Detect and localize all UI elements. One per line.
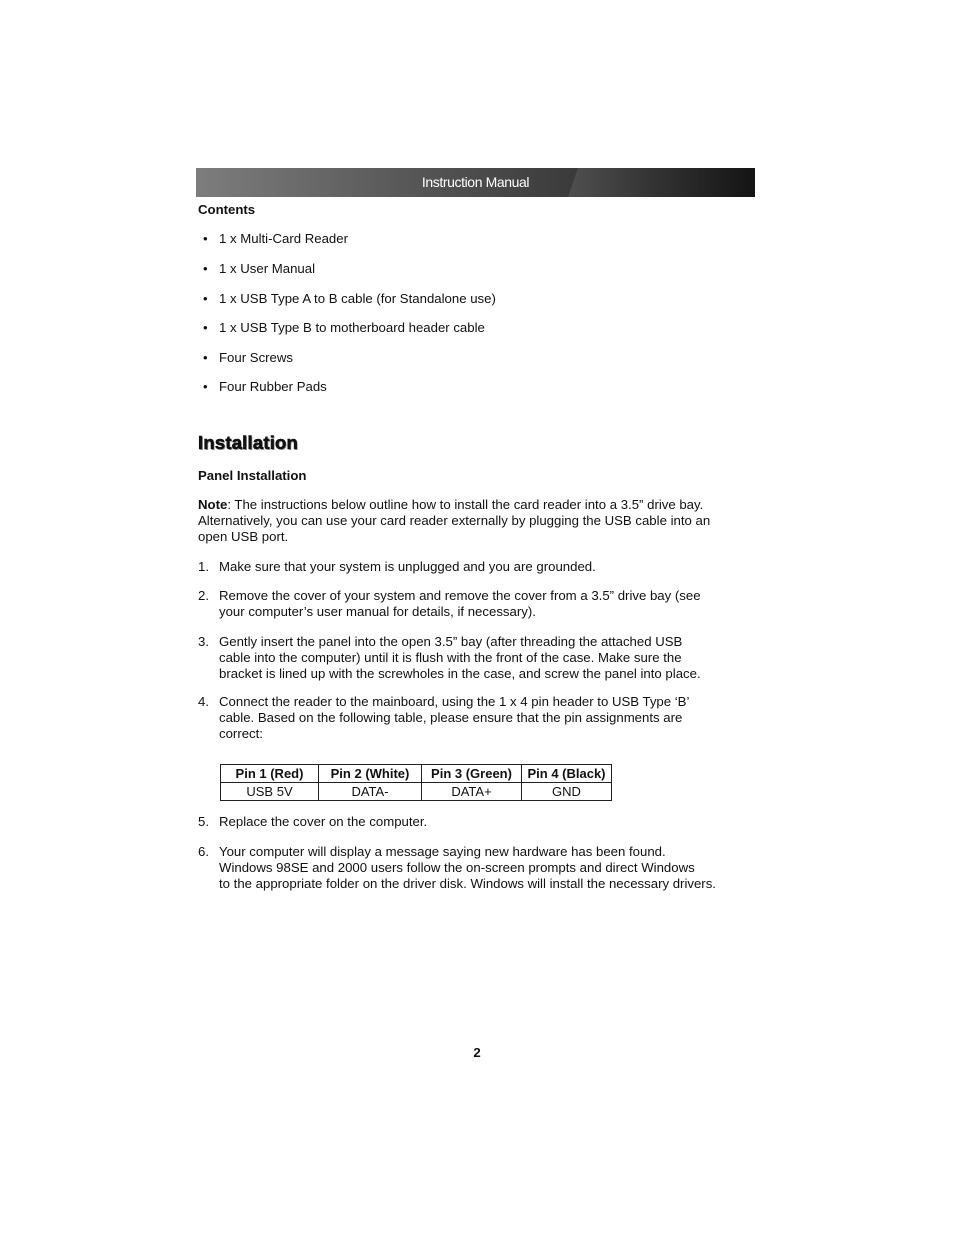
step-5: 5. Replace the cover on the computer. (198, 814, 428, 829)
pin-assignment-table (220, 764, 612, 801)
list-item: • 1 x Multi-Card Reader (203, 231, 348, 246)
page-number: 2 (473, 1045, 481, 1060)
contents-heading: Contents (198, 202, 256, 217)
table-cell: USB 5V (221, 783, 319, 801)
header-title: Instruction Manual (421, 174, 530, 190)
note-label: Note (198, 497, 228, 512)
step-6: 6. Your computer will display a message saying new hardware has been found. Windows 98SE and 2000 users follow the on-screen prompts and direct Windows to the appropriate folder on the driver disk. Windows will install the necessary drivers. (198, 844, 716, 891)
table-header-row (221, 765, 612, 783)
table-header-cell: Pin 4 (Black) (522, 765, 612, 783)
table-row (221, 783, 612, 801)
step-1: 1. Make sure that your system is unplugged and you are grounded. (198, 559, 596, 574)
table-cell: DATA- (319, 783, 422, 801)
step-2: 2. Remove the cover of your system and remove the cover from a 3.5” drive bay (see your computer’s user manual for details, if necessary). (198, 588, 701, 619)
list-item: • 1 x User Manual (203, 261, 316, 276)
list-item: • Four Rubber Pads (203, 379, 327, 394)
list-item: • Four Screws (203, 350, 294, 365)
list-item: • 1 x USB Type A to B cable (for Standalone use) (203, 291, 496, 306)
panel-installation-heading: Panel Installation (198, 468, 307, 483)
header-bar (196, 168, 755, 197)
table-header-cell: Pin 3 (Green) (422, 765, 522, 783)
step-3: 3. Gently insert the panel into the open 3.5” bay (after threading the attached USB cable into the computer) until it is flush with the front of the case. Make sure the bracket is lined up with the screwholes in the case, and screw the panel into place. (198, 634, 701, 681)
step-4: 4. Connect the reader to the mainboard, using the 1 x 4 pin header to USB Type ‘B’ cable. Based on the following table, please ensure that the pin assignments are correct: (198, 694, 690, 741)
table-header-cell: Pin 1 (Red) (221, 765, 319, 783)
table-cell: GND (522, 783, 612, 801)
installation-title: Installation (198, 432, 299, 453)
table-cell: DATA+ (422, 783, 522, 801)
list-item: • 1 x USB Type B to motherboard header cable (203, 320, 485, 335)
table-header-cell: Pin 2 (White) (319, 765, 422, 783)
